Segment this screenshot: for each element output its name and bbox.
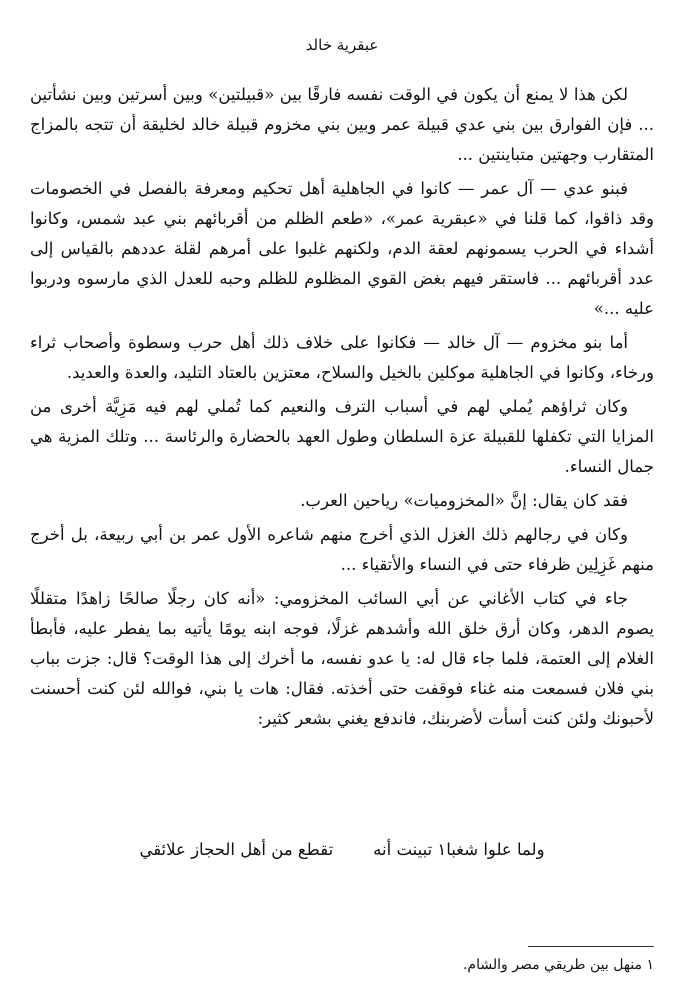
paragraph: فبنو عدي — آل عمر — كانوا في الجاهلية أهل تحكيم ومعرفة بالفصل في الخصومات وقد ذاقوا، كما قلنا في «عبقرية عمر»، «طعم الظلم من أقربائهم بني عبد شمس، وكانوا أشداء في الحرب يسمونهم لعقة الدم، ولكنهم غلبوا على أمرهم لقلة عددهم بالقياس إلى عدد أقربائهم ... فاستقر فيهم بغض القوي المظلوم للظلم وحبه للعدل الذي مارسوه ودربوا عليه ...» bbox=[30, 179, 654, 318]
verse-first-hemistich: ولما علوا شغبا١ تبينت أنه bbox=[373, 840, 545, 859]
paragraph: جاء في كتاب الأغاني عن أبي السائب المخزومي: «أنه كان رجلًا صالحًا زاهدًا متقللًا يصوم الدهر، وكان أرق خلق الله وأشدهم غزلًا، فوجه ابنه يومًا يأتيه بما يفطر عليه، فأبطأ الغلام إلى العتمة، فلما جاء قال له: يا عدو نفسه، ما أخرك إلى هذا الوقت؟ قال: جزت بباب بني فلان فسمعت منه غناء فوقفت حتى أخذته. فقال: هات يا بني، فوالله لئن كنت أحسنت لأحبونك ولئن كنت أسأت لأضربنك، فاندفع يغني بشعر كثير: bbox=[30, 589, 654, 728]
paragraph: فقد كان يقال: إنَّ «المخزوميات» رياحين العرب. bbox=[300, 491, 628, 510]
paragraph: لكن هذا لا يمنع أن يكون في الوقت نفسه فارقًا بين «قبيلتين» وبين أسرتين وبين نشأتين ... فإن الفوارق بين بني عدي قبيلة عمر وبين بني مخزوم قبيلة خالد لخليقة أن تتجه بالمزاج المتقارب وجهتين متباينتين ... bbox=[30, 85, 654, 164]
verse-second-hemistich: تقطع من أهل الحجاز علائقي bbox=[139, 840, 334, 859]
paragraph: وكان في رجالهم ذلك الغزل الذي أخرج منهم شاعره الأول عمر بن أبي ربيعة، بل أخرج منهم غَزِلِين ظرفاء حتى في النساء والأتقياء ... bbox=[30, 525, 654, 574]
paragraph: وكان ثراؤهم يُملي لهم في أسباب الترف والنعيم كما تُملي لهم فيه مَزِيَّة أخرى من المزايا التي تكفلها للقبيلة عزة السلطان وطول العهد بالحضارة والرئاسة ... وتلك المزية هي جمال النساء. bbox=[30, 397, 654, 476]
body-text bbox=[30, 80, 654, 738]
footnote-divider bbox=[528, 946, 654, 947]
running-header: عبقرية خالد bbox=[305, 36, 379, 54]
paragraph: أما بنو مخزوم — آل خالد — فكانوا على خلاف ذلك أهل حرب وسطوة وأصحاب ثراء ورخاء، وكانوا في الجاهلية موكلين بالخيل والسلاح، معتزين بالعتاد التليد، والعدة والعديد. bbox=[30, 333, 654, 382]
footnote: ١ منهل بين طريقي مصر والشام. bbox=[462, 957, 654, 973]
poem-verse bbox=[0, 840, 684, 859]
